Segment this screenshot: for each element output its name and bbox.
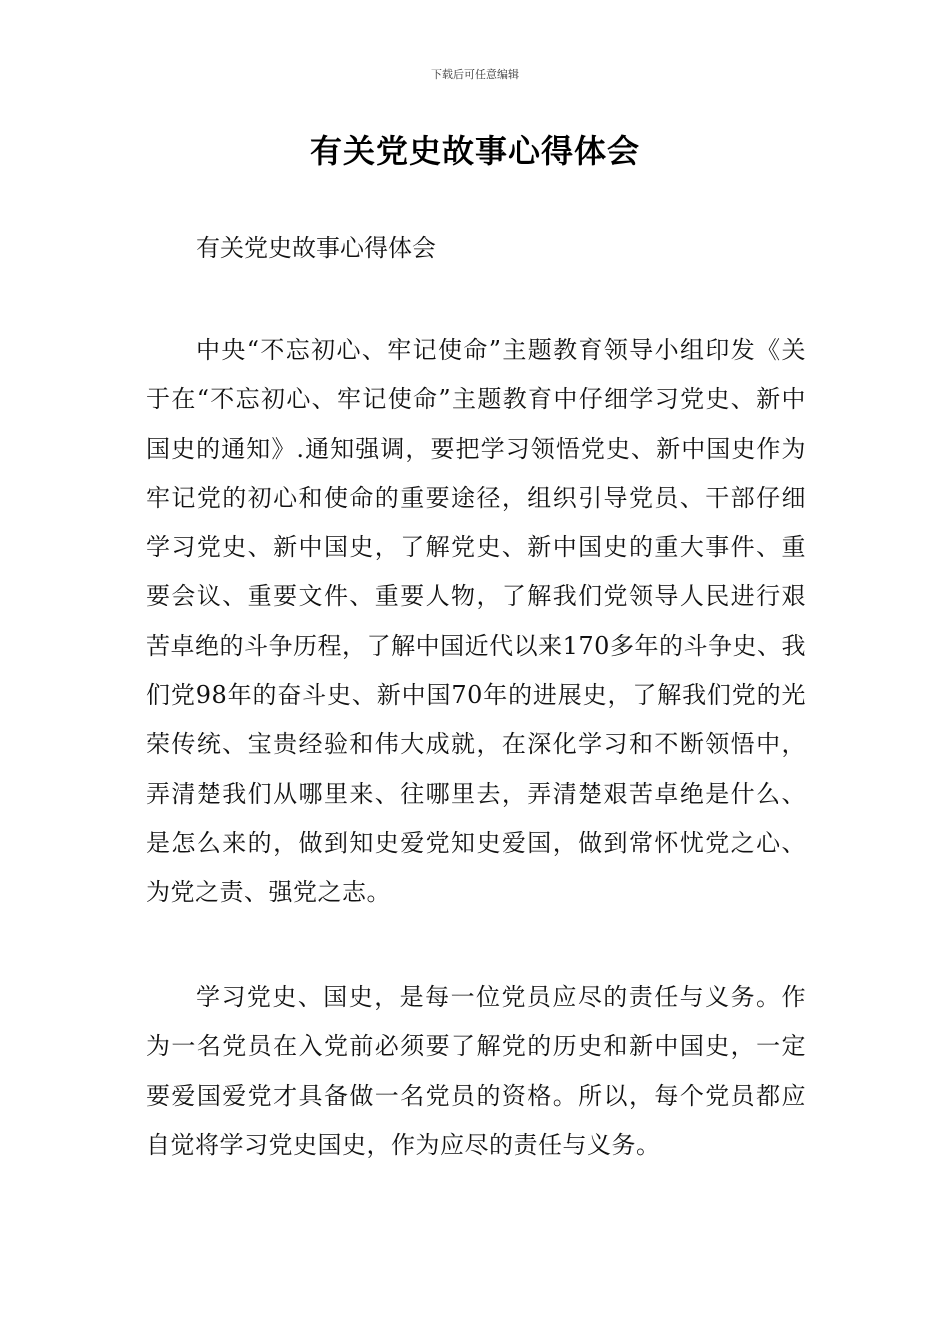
- document-subtitle: 有关党史故事心得体会: [196, 234, 436, 262]
- paragraph-2: 学习党史、国史，是每一位党员应尽的责任与义务。作为一名党员在入党前必须要了解党的历史和新中国史，一定要爱国爱党才具备做一名党员的资格。所以，每个党员都应自觉将学习党史国史，作为应尽的责任与义务。: [146, 983, 806, 1159]
- document-title: 有关党史故事心得体会: [309, 132, 640, 170]
- header-note: 下载后可任意编辑: [431, 68, 519, 81]
- paragraph-1: 中央“不忘初心、牢记使命”主题教育领导小组印发《关于在“不忘初心、牢记使命”主题教育中仔细学习党史、新中国史的通知》.通知强调，要把学习领悟党史、新中国史作为牢记党的初心和使命的重要途径，组织引导党员、干部仔细学习党史、新中国史，了解党史、新中国史的重大事件、重要会议、重要文件、重要人物，了解我们党领导人民进行艰苦卓绝的斗争历程，了解中国近代以来170多年的斗争史、我们党98年的奋斗史、新中国70年的进展史，了解我们党的光荣传统、宝贵经验和伟大成就，在深化学习和不断领悟中，弄清楚我们从哪里来、往哪里去，弄清楚艰苦卓绝是什么、是怎么来的，做到知史爱党知史爱国，做到常怀忧党之心、为党之责、强党之志。: [146, 336, 806, 907]
